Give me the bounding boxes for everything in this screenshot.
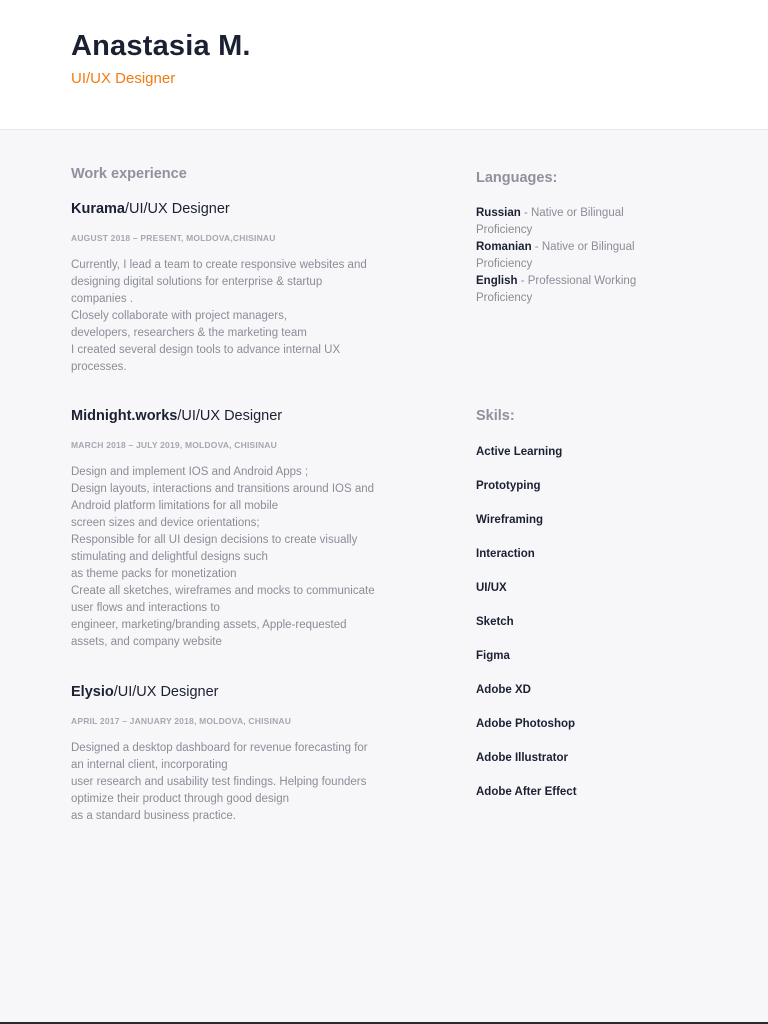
skills-heading: Skils:: [476, 408, 515, 424]
job-description: [71, 740, 431, 825]
skill-item: Active Learning: [476, 446, 563, 458]
job-entry-kurama: [71, 199, 431, 376]
job-entry-elysio: [71, 682, 431, 825]
desc-line: developers, researchers & the marketing team: [71, 327, 307, 339]
job-description: [71, 464, 431, 651]
desc-line: an internal client, incorporating: [71, 759, 228, 771]
job-dates-location: AUGUST 2018 – PRESENT, MOLDOVA,CHISINAU: [71, 233, 276, 243]
desc-line: Design and implement IOS and Android Apps ;: [71, 466, 309, 478]
work-experience-heading: Work experience: [71, 166, 187, 182]
languages-list: [476, 205, 676, 307]
desc-line: engineer, marketing/branding assets, Apple-requested: [71, 619, 347, 631]
language-separator: -: [520, 207, 531, 219]
skill-item: Prototyping: [476, 480, 541, 492]
desc-line: assets, and company website: [71, 636, 222, 648]
desc-line: user research and usability test findings. Helping founders: [71, 776, 367, 788]
desc-line: stimulating and delightful designs such: [71, 551, 268, 563]
desc-line: Design layouts, interactions and transitions around IOS and: [71, 483, 375, 495]
desc-line: Currently, I lead a team to create responsive websites and: [71, 259, 367, 271]
desc-line: screen sizes and device orientations;: [71, 517, 260, 529]
job-description: [71, 257, 431, 376]
skill-item: Adobe Illustrator: [476, 752, 569, 764]
skill-item: UI/UX: [476, 582, 507, 594]
skill-item: Adobe After Effect: [476, 786, 577, 798]
job-company: Elysio: [71, 684, 114, 700]
job-company: Midnight.works: [71, 408, 178, 424]
desc-line: companies .: [71, 293, 134, 305]
language-item: [476, 273, 676, 307]
job-entry-midnight-works: [71, 406, 431, 651]
skill-item: Figma: [476, 650, 510, 662]
skill-item: Wireframing: [476, 514, 543, 526]
language-name: Russian: [476, 207, 521, 219]
language-item: [476, 205, 676, 239]
job-title: [71, 406, 431, 426]
job-title: [71, 199, 431, 219]
desc-line: designing digital solutions for enterprise & startup: [71, 276, 323, 288]
desc-line: Android platform limitations for all mobile: [71, 500, 279, 512]
language-level: Native or Bilingual Proficiency: [476, 241, 635, 270]
language-level: Native or Bilingual Proficiency: [476, 207, 624, 236]
skills-list: [476, 443, 577, 817]
skill-item: Interaction: [476, 548, 535, 560]
job-role: /UI/UX Designer: [113, 684, 219, 700]
language-name: English: [476, 275, 518, 287]
skill-item: Sketch: [476, 616, 514, 628]
person-name: Anastasia M.: [71, 30, 251, 62]
desc-line: Responsible for all UI design decisions to create visually: [71, 534, 358, 546]
desc-line: Create all sketches, wireframes and mocks to communicate: [71, 585, 375, 597]
desc-line: as a standard business practice.: [71, 810, 236, 822]
desc-line: as theme packs for monetization: [71, 568, 237, 580]
language-level: Professional Working Proficiency: [476, 275, 637, 304]
job-dates-location: APRIL 2017 – JANUARY 2018, MOLDOVA, CHISINAU: [71, 716, 292, 726]
languages-heading: Languages:: [476, 170, 558, 186]
desc-line: optimize their product through good design: [71, 793, 290, 805]
desc-line: Closely collaborate with project managers,: [71, 310, 288, 322]
job-dates-location: MARCH 2018 – JULY 2019, MOLDOVA, CHISINAU: [71, 440, 277, 450]
job-role: /UI/UX Designer: [177, 408, 283, 424]
language-name: Romanian: [476, 241, 532, 253]
job-title: [71, 682, 431, 702]
skill-item: Adobe Photoshop: [476, 718, 576, 730]
desc-line: Designed a desktop dashboard for revenue forecasting for: [71, 742, 368, 754]
resume-header: [0, 0, 768, 130]
language-item: [476, 239, 676, 273]
desc-line: I created several design tools to advance internal UX: [71, 344, 341, 356]
language-separator: -: [517, 275, 528, 287]
desc-line: processes.: [71, 361, 127, 373]
job-company: Kurama: [71, 201, 125, 217]
desc-line: user flows and interactions to: [71, 602, 220, 614]
job-role: /UI/UX Designer: [125, 201, 230, 217]
person-title: UI/UX Designer: [71, 70, 176, 87]
language-separator: -: [531, 241, 542, 253]
skill-item: Adobe XD: [476, 684, 531, 696]
